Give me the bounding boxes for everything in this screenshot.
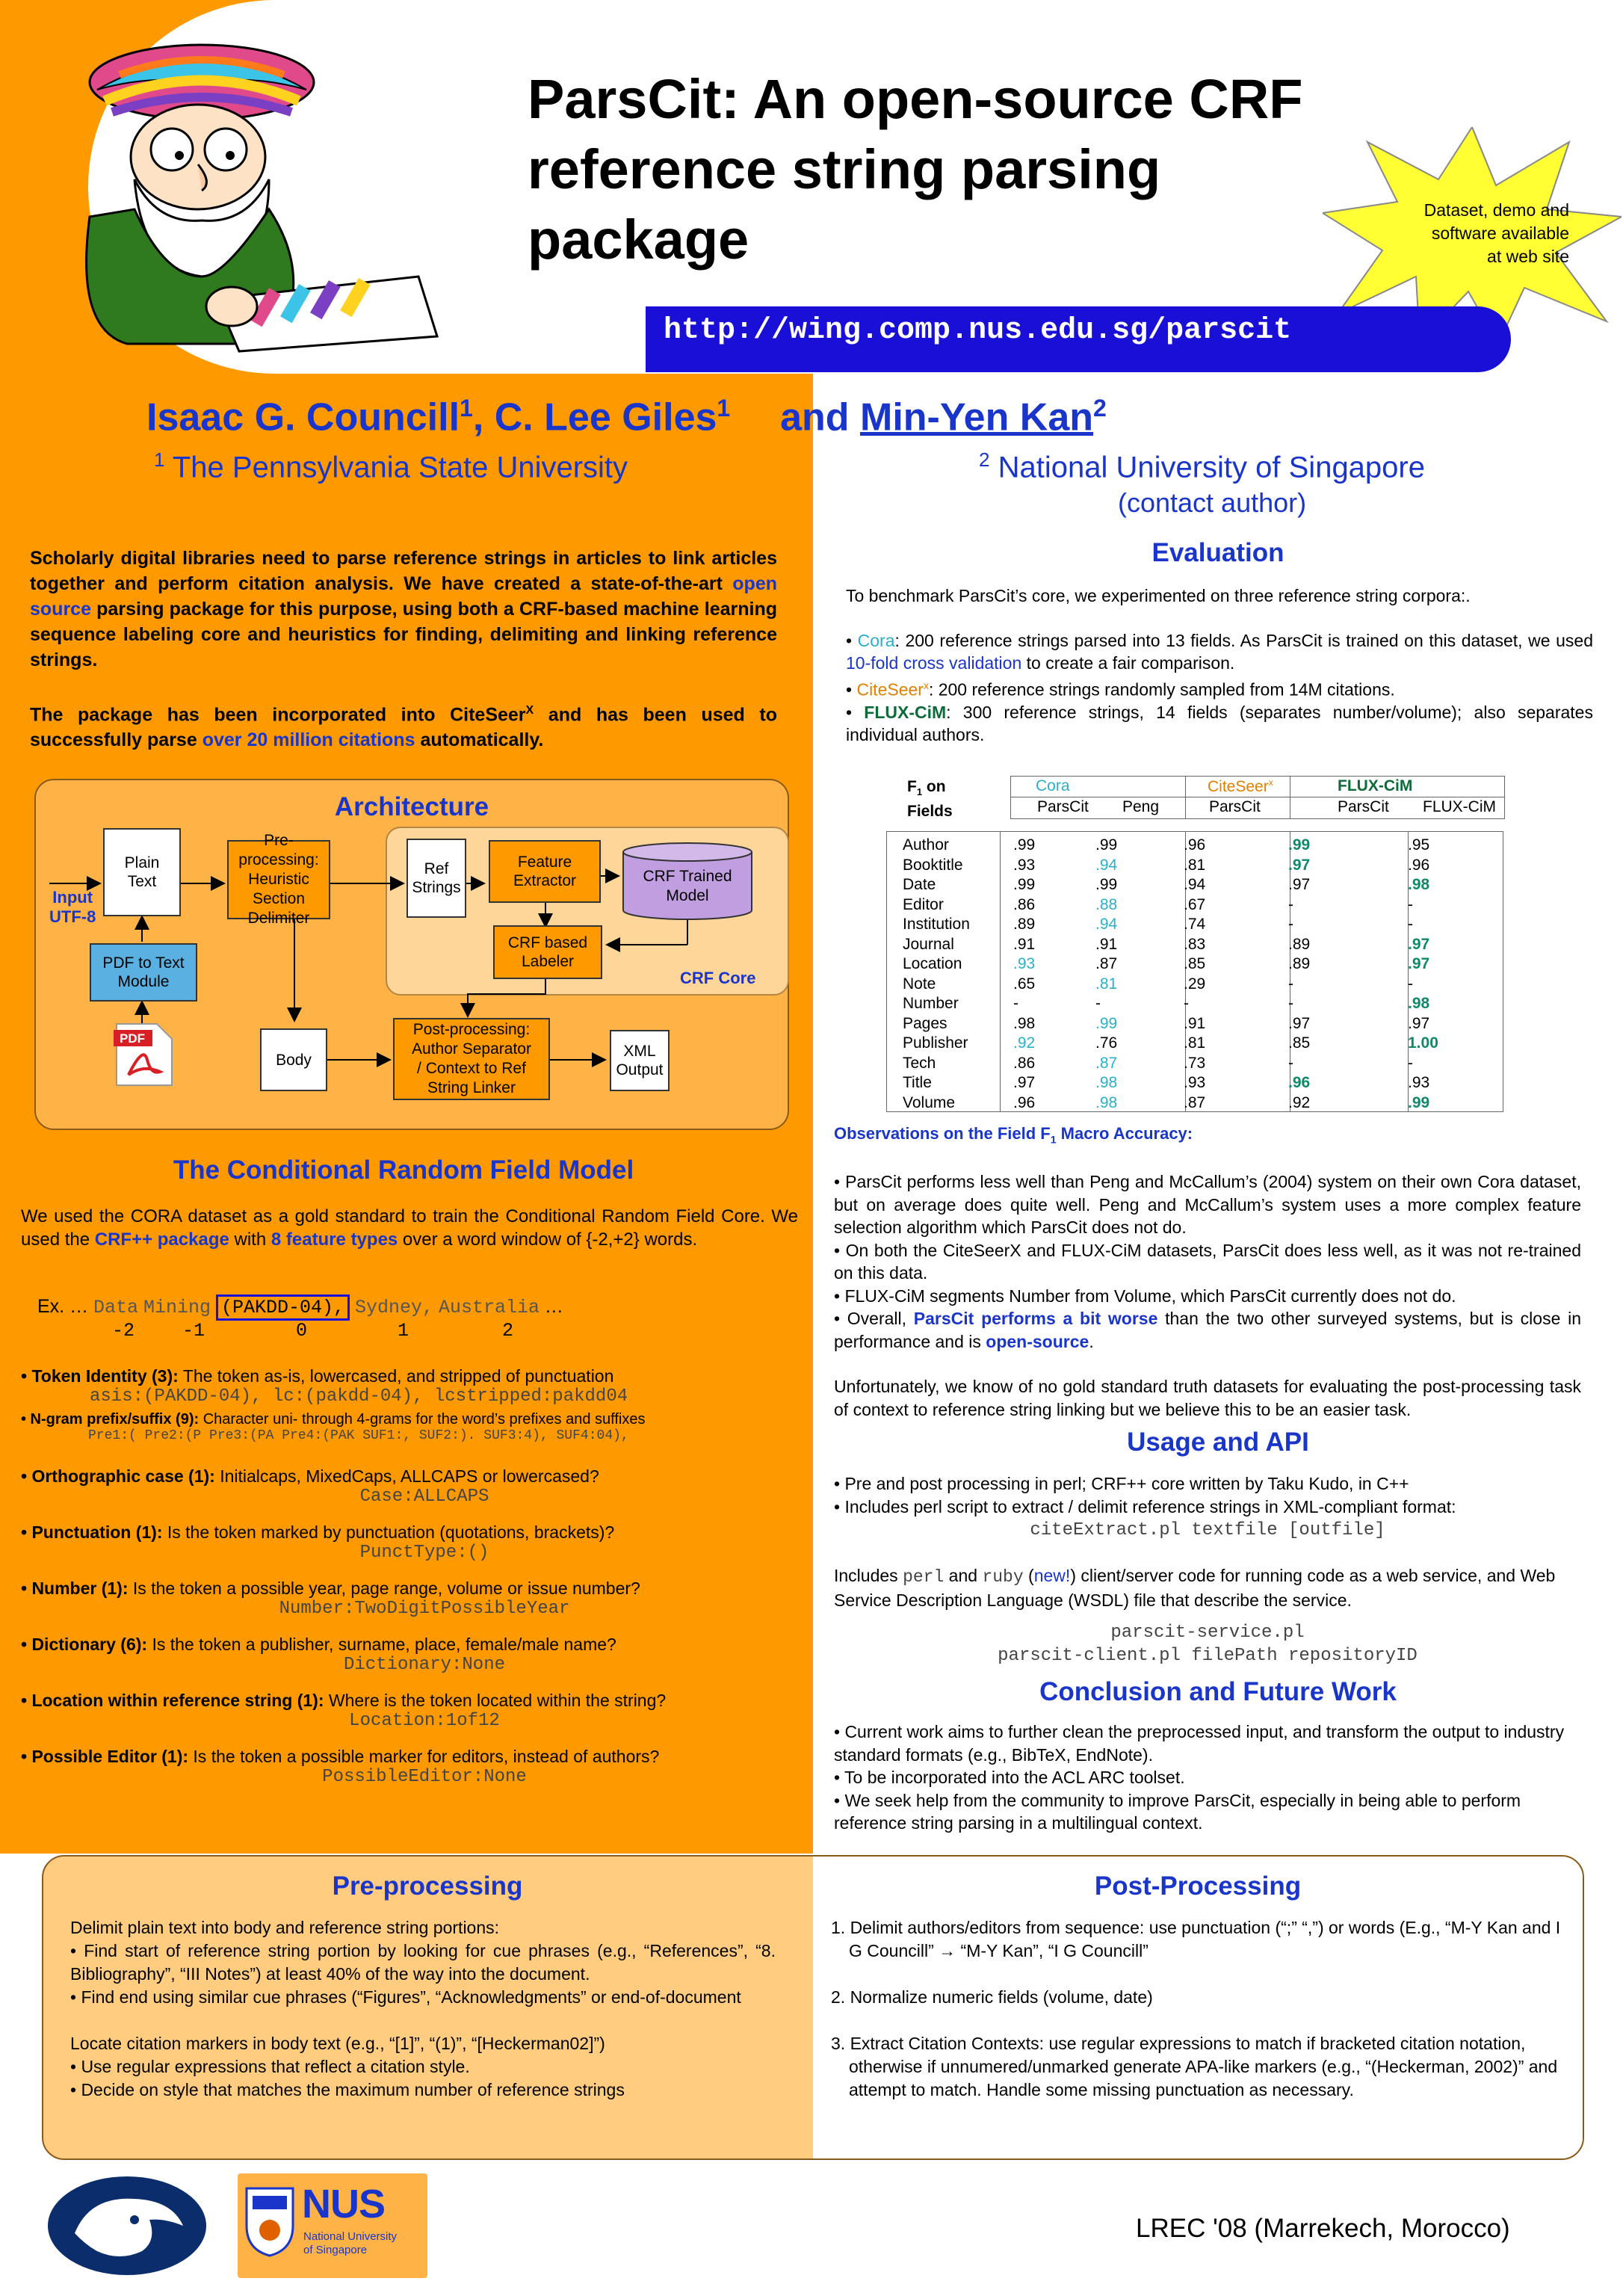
score-cell: .96 <box>1408 856 1430 874</box>
score-cell: .85 <box>1184 955 1206 973</box>
postprocessing-title: Post-Processing <box>1094 1871 1302 1901</box>
score-cell: .94 <box>1184 876 1206 894</box>
score-cell: - <box>1184 995 1189 1013</box>
evaluation-intro: To benchmark ParsCit’s core, we experimented on three reference string corpora:. • Cora: 200 reference strings parsed into 13 fields. As ParsCit is trained on this dataset, we used 10-fold cross validation to create a fair comparison. • CiteSeer$^x$: 200 reference strings randomly sampled from 14M citations. • FLUX-CiM: 300 reference strings, 14 fields (separates number/volume); also separates individual authors. <box>846 586 1593 744</box>
postprocessing-node: Post-processing: Author Separator / Context to Ref String Linker <box>393 1018 550 1100</box>
group-header-citeseer: CiteSeer$^x$ <box>1208 777 1273 795</box>
xml-output-node: XML Output <box>610 1030 670 1091</box>
score-cell: .97 <box>1408 955 1430 973</box>
table-row <box>895 915 1490 935</box>
score-cell: .99 <box>1095 876 1118 894</box>
score-cell: .94 <box>1095 916 1118 933</box>
feature-punctuation: • Punctuation (1): Is the token marked by punctuation (quotations, brackets)? PunctType:() <box>21 1522 615 1563</box>
score-cell: .98 <box>1095 1093 1118 1111</box>
score-cell: .89 <box>1288 935 1311 953</box>
field-name-cell: Tech <box>903 1054 936 1072</box>
crf-model-intro: We used the CORA dataset as a gold standard to train the Conditional Random Field Core. We used the CRF++ package with 8 feature types over a word window of {-2,+2} words. <box>21 1206 798 1250</box>
feature-extractor-node: Feature Extractor <box>489 840 601 903</box>
score-cell: .93 <box>1013 955 1036 973</box>
field-name-cell: Editor <box>903 895 944 913</box>
feature-list <box>21 1366 806 1803</box>
pdf-to-text-node: PDF to Text Module <box>90 943 197 1002</box>
group-header-fluxcim: FLUX-CiM <box>1338 777 1413 794</box>
conference-venue: LREC '08 (Marrekech, Morocco) <box>1136 2214 1510 2243</box>
table-row <box>895 975 1490 995</box>
feature-orthographic-case: • Orthographic case (1): Initialcaps, MixedCaps, ALLCAPS or lowercased? Case:ALLCAPS <box>21 1466 599 1507</box>
table-row <box>895 1093 1490 1114</box>
score-cell: .92 <box>1013 1034 1036 1052</box>
table-row <box>895 935 1490 955</box>
plain-text-node: Plain Text <box>103 828 181 916</box>
score-cell: .73 <box>1184 1054 1206 1072</box>
title-line-1: ParsCit: An open-source CRF <box>528 68 1303 130</box>
table-row <box>895 1054 1490 1074</box>
score-cell: .99 <box>1288 836 1311 854</box>
postprocessing-body: 1. Delimit authors/editors from sequence: use punctuation (“;” “,”) or words (E.g., “M-Y Kan and I G Councill” → “M-Y Kan”, “I G Councill” 2. Normalize numeric fields (volume, date) 3. Extract Citation Contexts: use regular expressions to match if bracketed citation notation, otherwise if unnumered/unmarked generate APA-like markers (e.g., “(Heckerman, 2002)” and attempt to match. Handle some missing punctuation as necessary. <box>831 1918 1561 2099</box>
score-cell: .94 <box>1095 856 1118 874</box>
score-cell: .96 <box>1288 1074 1311 1092</box>
table-row <box>895 895 1490 916</box>
score-cell: .95 <box>1408 836 1430 854</box>
score-cell: - <box>1288 995 1293 1013</box>
evaluation-title: Evaluation <box>1151 538 1285 567</box>
score-cell: .97 <box>1013 1074 1036 1092</box>
field-name-cell: Publisher <box>903 1034 968 1052</box>
score-cell: .97 <box>1288 856 1311 874</box>
contact-author-note: (contact author) <box>1118 487 1307 518</box>
score-cell: .91 <box>1013 935 1036 953</box>
field-name-cell: Note <box>903 975 936 993</box>
ref-strings-node: Ref Strings <box>406 839 466 918</box>
affiliation-psu: $^1$ The Pennsylvania State University <box>154 448 628 484</box>
conclusion-body: • Current work aims to further clean the preprocessed input, and transform the output to industry standard formats (e.g., BibTeX, EndNote). • To be incorporated into the ACL ARC toolset. • We seek help from the community to improve ParsCit, especially in being able to perform reference string parsing in a multilingual context. <box>834 1722 1565 1833</box>
feature-dictionary: • Dictionary (6): Is the token a publisher, surname, place, female/male name? Dictionary:None <box>21 1635 616 1675</box>
score-cell: .85 <box>1288 1034 1311 1052</box>
author-giles: , C. Lee Giles <box>472 395 717 439</box>
score-cell: .99 <box>1013 836 1036 854</box>
project-url-link[interactable]: http://wing.comp.nus.edu.sg/parscit <box>646 306 1511 372</box>
usage-title: Usage and API <box>1127 1428 1309 1457</box>
score-cell: - <box>1013 995 1018 1013</box>
title-line-3: package <box>528 209 749 271</box>
feature-token-identity: • Token Identity (3): The token as-is, lowercased, and stripped of punctuation asis:(PAKDD-04), lc:(pakdd-04), lcstripped:pakdd04 <box>21 1366 628 1407</box>
author-line: Isaac G. Councill$^1$, C. Lee Giles$^1$ and Min-Yen Kan$^2$ <box>146 395 1107 439</box>
feature-possible-editor: • Possible Editor (1): Is the token a possible marker for editors, instead of authors? PossibleEditor:None <box>21 1747 660 1787</box>
score-cell: 1.00 <box>1408 1034 1438 1052</box>
score-cell: .86 <box>1013 895 1036 913</box>
score-cell: - <box>1408 895 1413 913</box>
score-cell: .91 <box>1095 935 1118 953</box>
score-cell: - <box>1408 916 1413 933</box>
score-cell: .67 <box>1184 895 1206 913</box>
field-name-cell: Title <box>903 1074 932 1092</box>
pdf-file-icon <box>114 1022 175 1087</box>
table-row <box>895 1014 1490 1034</box>
preprocessing-body: Delimit plain text into body and reference string portions: • Find start of reference string portion by looking for cue phrases (e.g., “References”, “8. Bibliography”, “III Notes”) at least 40% of the way into the document. • Find end using similar cue phrases (“Figures”, “Acknowledgments” or end-of-document Locate citation markers in body text (e.g., “[1]”, “(1)”, “[Heckerman02]”) • Use regular expressions that reflect a citation style. • Decide on style that matches the maximum number of reference strings <box>70 1918 776 2099</box>
score-cell: .98 <box>1408 995 1430 1013</box>
author-councill: Isaac G. Councill <box>146 395 460 439</box>
table-corner-label: $F_1$ on Fields <box>907 778 953 821</box>
score-cell: .96 <box>1184 836 1206 854</box>
score-cell: .81 <box>1184 856 1206 874</box>
affiliation-nus: $^2$ National University of Singapore <box>979 448 1425 484</box>
score-cell: .99 <box>1095 836 1118 854</box>
title-line-2: reference string parsing <box>528 138 1161 200</box>
score-cell: .93 <box>1408 1074 1430 1092</box>
score-cell: - <box>1288 916 1293 933</box>
score-cell: .91 <box>1184 1014 1206 1032</box>
score-cell: .81 <box>1095 975 1118 993</box>
score-cell: - <box>1288 975 1293 993</box>
score-cell: .83 <box>1184 935 1206 953</box>
results-table <box>895 836 1490 1113</box>
score-cell: - <box>1095 995 1101 1013</box>
score-cell: .99 <box>1408 1093 1430 1111</box>
score-cell: .87 <box>1095 955 1118 973</box>
score-cell: .65 <box>1013 975 1036 993</box>
feature-ngram: • N-gram prefix/suffix (9): Character uni- through 4-grams for the word’s prefixes and suffixes Pre1:( Pre2:(P Pre3:(PA Pre4:(PAK SUF1:, SUF2:). SUF3:4), SUF4:04), <box>21 1411 646 1443</box>
body-node: Body <box>260 1028 327 1091</box>
score-cell: .86 <box>1013 1054 1036 1072</box>
score-cell: .93 <box>1184 1074 1206 1092</box>
feature-number: • Number (1): Is the token a possible year, page range, volume or issue number? Number:TwoDigitPossibleYear <box>21 1578 640 1619</box>
abstract: Scholarly digital libraries need to parse reference strings in articles to link articles together and perform citation analysis. We have created a state-of-the-art open source parsing package for this purpose, using both a CRF-based machine learning sequence labeling core and heuristics for finding, delimiting and linking reference strings. The package has been incorporated into CiteSeer$^X$ and has been used to successfully parse over 20 million citations automatically. <box>30 548 777 751</box>
current-token-box: (PAKDD-04), <box>216 1294 350 1321</box>
field-name-cell: Pages <box>903 1014 947 1032</box>
architecture-title: Architecture <box>334 792 489 821</box>
feature-location: • Location within reference string (1): Where is the token located within the string? Location:1of12 <box>21 1691 667 1731</box>
nus-logo: NUS National University of Singapore <box>238 2173 427 2278</box>
score-cell: .97 <box>1288 876 1311 894</box>
preprocessing-node: Pre-processing: Heuristic Section Delimiter <box>227 840 330 919</box>
score-cell: .97 <box>1408 935 1430 953</box>
bearded-professor-writing-icon <box>30 30 448 359</box>
table-row <box>895 1034 1490 1054</box>
svg-text:PDF: PDF <box>120 1031 145 1046</box>
table-row <box>895 856 1490 876</box>
token-window-example: Ex. … Data Mining (PAKDD-04), Sydney, Australia … <box>37 1296 563 1318</box>
conference-date: 27-30 May 2008 <box>596 2212 785 2241</box>
score-cell: .89 <box>1288 955 1311 973</box>
field-name-cell: Volume <box>903 1093 956 1111</box>
score-cell: .99 <box>1095 1014 1118 1032</box>
field-name-cell: Institution <box>903 916 970 933</box>
table-row <box>895 836 1490 856</box>
score-cell: .93 <box>1013 856 1036 874</box>
crf-trained-model-label: CRF Trained Model <box>643 868 732 904</box>
penn-state-nittany-lion-icon <box>45 2173 209 2278</box>
field-name-cell: Location <box>903 955 962 973</box>
field-name-cell: Author <box>903 836 949 854</box>
observations-list: • ParsCit performs less well than Peng and McCallum’s (2004) system on their own Cora dataset, but on average does quite well. Peng and McCallum’s system uses a more complex feature selection algorithm which ParsCit does not do. • On both the CiteSeerX and FLUX-CiM datasets, ParsCit does less well, as it was not re-trained on this data. • FLUX-CiM segments Number from Volume, which ParsCit currently does not do. • Overall, ParsCit performs a bit worse than the two other surveyed systems, but is close in performance and is open-source. Unfortunately, we know of no gold standard truth datasets for evaluating the post-processing task of context to reference string linking but we believe this to be an easier task. <box>834 1172 1582 1419</box>
score-cell: .76 <box>1095 1034 1118 1052</box>
score-cell: - <box>1288 1054 1293 1072</box>
score-cell: .99 <box>1013 876 1036 894</box>
score-cell: - <box>1288 895 1293 913</box>
group-header-cora: Cora <box>1036 777 1070 794</box>
score-cell: .97 <box>1408 1014 1430 1032</box>
table-row <box>895 954 1490 975</box>
score-cell: - <box>1408 1054 1413 1072</box>
score-cell: .96 <box>1013 1093 1036 1111</box>
score-cell: .98 <box>1013 1014 1036 1032</box>
table-row <box>895 1073 1490 1093</box>
field-name-cell: Date <box>903 876 936 894</box>
score-cell: .89 <box>1013 916 1036 933</box>
author-kan-link[interactable]: Min-Yen Kan <box>860 395 1094 439</box>
score-cell: .81 <box>1184 1034 1206 1052</box>
star-callout: Dataset, demo and software available at web site <box>1423 200 1569 266</box>
field-name-cell: Number <box>903 995 959 1013</box>
score-cell: .88 <box>1095 895 1118 913</box>
nus-crest-icon <box>244 2185 296 2257</box>
table-row <box>895 875 1490 895</box>
score-cell: .74 <box>1184 916 1206 933</box>
usage-body: • Pre and post processing in perl; CRF++ core written by Taku Kudo, in C++ • Includes perl script to extract / delimit reference strings in XML-compliant format: citeExtract.pl textfile [outfile] Includes perl and ruby (new!) client/server code for running code as a web service, and Web Service Description Language (WSDL) file that describe the service. parscit-service.pl parscit-client.pl filePath repositoryID <box>834 1474 1556 1666</box>
token-position-numbers: -2 -1 0 1 2 <box>112 1320 514 1342</box>
score-cell: .87 <box>1095 1054 1118 1072</box>
table-row <box>895 994 1490 1014</box>
crf-model-title: The Conditional Random Field Model <box>173 1155 634 1185</box>
score-cell: .29 <box>1184 975 1206 993</box>
score-cell: - <box>1408 975 1413 993</box>
field-name-cell: Journal <box>903 935 954 953</box>
score-cell: .97 <box>1288 1014 1311 1032</box>
score-cell: .98 <box>1408 876 1430 894</box>
score-cell: .92 <box>1288 1093 1311 1111</box>
observations-title: Observations on the Field $F_1$ Macro Accuracy: <box>834 1124 1193 1146</box>
score-cell: .98 <box>1095 1074 1118 1092</box>
conclusion-title: Conclusion and Future Work <box>1039 1677 1397 1706</box>
input-utf8-label: Input UTF-8 <box>49 888 96 926</box>
field-name-cell: Booktitle <box>903 856 963 874</box>
crf-labeler-node: CRF based Labeler <box>493 925 602 979</box>
crf-core-label: CRF Core <box>680 969 756 987</box>
score-cell: .87 <box>1184 1093 1206 1111</box>
preprocessing-title: Pre-processing <box>332 1871 523 1901</box>
